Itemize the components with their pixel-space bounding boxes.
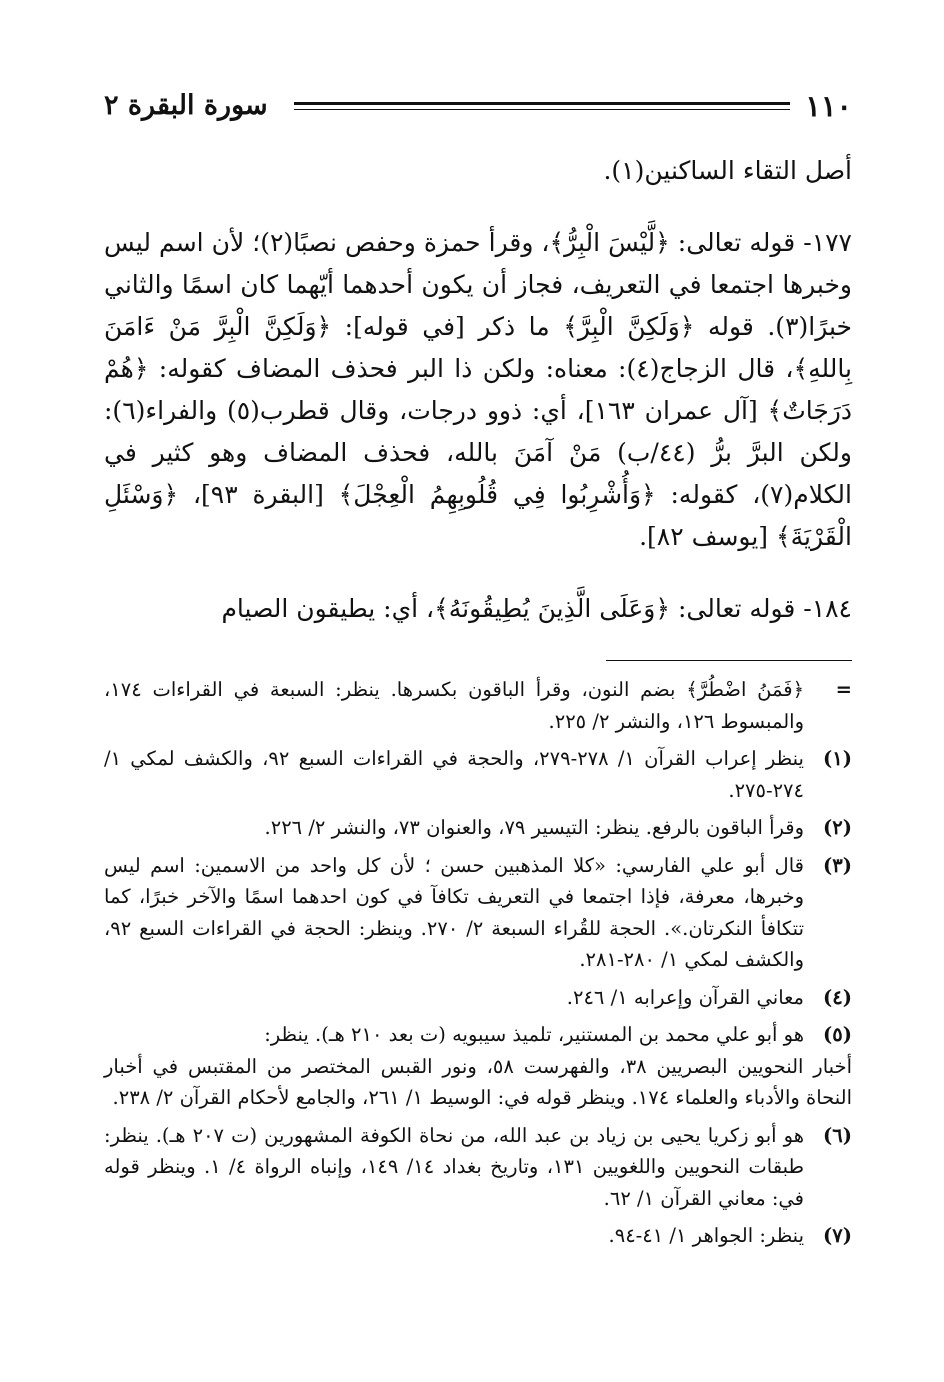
footnote-text-continued: أخبار النحويين البصريين ٣٨، والفهرست ٥٨، ونور القبس المختصر من المقتبس في أخبار النحاة والأدباء والعلماء ١٧٤. وينظر قوله في: الوسيط ١/ ٢٦١، والجامع لأحكام القرآن ٢/ ٢٣٨. xyxy=(104,1054,852,1109)
footnote-text: معاني القرآن وإعرابه ١/ ٢٤٦. xyxy=(566,985,804,1009)
footnote-text: ينظر: الجواهر ١/ ٤١-٩٤. xyxy=(608,1224,804,1247)
footnote-6 xyxy=(104,1120,852,1215)
footnote-marker: (٣) xyxy=(823,853,852,877)
header-rule xyxy=(294,102,790,105)
footnote-text: هو أبو علي محمد بن المستنير، تلميذ سيبويه (ت بعد ٢١٠ هـ). ينظر: xyxy=(264,1023,804,1046)
footnote-separator xyxy=(606,660,852,661)
footnote-marker: (٤) xyxy=(823,985,852,1009)
paragraph-verse-184: ١٨٤- قوله تعالى: ﴿وَعَلَى الَّذِينَ يُطِيقُونَهُ﴾، أي: يطيقون الصيام xyxy=(221,594,852,623)
footnote-5 xyxy=(104,1019,852,1114)
footnote-2 xyxy=(104,812,852,844)
footnote-marker: (١) xyxy=(823,747,852,770)
footnote-3 xyxy=(104,850,852,976)
paragraph-verse-177: ١٧٧- قوله تعالى: ﴿لَّيْسَ الْبِرُّ﴾، وقرأ حمزة وحفص نصبًا(٢)؛ لأن اسم ليس وخبرها اجتمعا في التعريف، فجاز أن يكون أحدهما أيّهما كان اسمًا والثاني خبرًا(٣). قوله ﴿وَلَكِنَّ الْبِرَّ﴾ ما ذكر [في قوله]: ﴿وَلَكِنَّ الْبِرَّ مَنْ ءَامَنَ بِاللهِ﴾، قال الزجاج(٤): معناه: ولكن ذا البر فحذف المضاف كقوله: ﴿هُمْ دَرَجَاتٌ﴾ [آل عمران ١٦٣]، أي: ذوو درجات، وقال قطرب(٥) والفراء(٦): ولكن البرَّ برُّ (٤٤/ب) مَنْ آمَنَ بالله، فحذف المضاف وهو كثير في الكلام(٧)، كقوله: ﴿وَأُشْرِبُوا فِي قُلُوبِهِمُ الْعِجْلَ﴾ [البقرة ٩٣]، ﴿وَسْئَلِ الْقَرْيَةَ﴾ [يوسف ٨٢]. xyxy=(104,228,853,551)
footnotes xyxy=(104,674,852,1258)
page-header xyxy=(104,86,852,130)
footnote-text: قال أبو علي الفارسي: «كلا المذهبين حسن ؛ لأن كل واحد من الاسمين: اسم ليس وخبرها، معرفة، فإذا اجتمعا في التعريف تكافآ في كون احدهما اسمًا والآخر خبرًا، كما تتكافأ النكرتان.». الحجة للقُراء السبعة ٢/ ٢٧٠. وينظر: الحجة في القراءات السبع ٩٢، والكشف لمكي ١/ ٢٨٠-٢٨١. xyxy=(104,853,804,971)
page-number: ١١٠ xyxy=(805,89,852,123)
footnote-7 xyxy=(104,1220,852,1252)
running-title: سورة البقرة ٢ xyxy=(104,90,268,121)
footnote-marker: = xyxy=(835,678,852,701)
footnote-marker: (٧) xyxy=(823,1224,852,1247)
footnote-text: هو أبو زكريا يحيى بن زياد بن عبد الله، من نحاة الكوفة المشهورين (ت ٢٠٧ هـ). ينظر: طبقات النحويين واللغويين ١٣١، وتاريخ بغداد ١٤/ ١٤٩، وإنباه الرواة ٤/ ١. وينظر قوله في: معاني القرآن ١/ ٦٢. xyxy=(104,1123,804,1210)
footnote-continued xyxy=(104,674,852,737)
footnote-text: ينظر إعراب القرآن ١/ ٢٧٨-٢٧٩، والحجة في القراءات السبع ٩٢، والكشف لمكي ١/ ٢٧٤-٢٧٥. xyxy=(104,747,804,802)
footnote-text: ﴿فَمَنُ اضْطُرَّ﴾ بضم النون، وقرأ الباقون بكسرها. ينظر: السبعة في القراءات ١٧٤، والمبسوط ١٢٦، والنشر ٢/ ٢٢٥. xyxy=(104,678,804,733)
header-rule-thin xyxy=(294,109,790,110)
footnote-4 xyxy=(104,982,852,1014)
main-text xyxy=(104,150,852,630)
footnote-marker: (٢) xyxy=(823,816,852,839)
footnote-marker: (٦) xyxy=(823,1123,852,1147)
footnote-text: وقرأ الباقون بالرفع. ينظر: التيسير ٧٩، والعنوان ٧٣، والنشر ٢/ ٢٢٦. xyxy=(264,816,804,839)
footnote-marker: (٥) xyxy=(823,1023,852,1046)
paragraph-continuation: أصل التقاء الساكنين(١). xyxy=(603,156,852,185)
footnote-1 xyxy=(104,743,852,806)
